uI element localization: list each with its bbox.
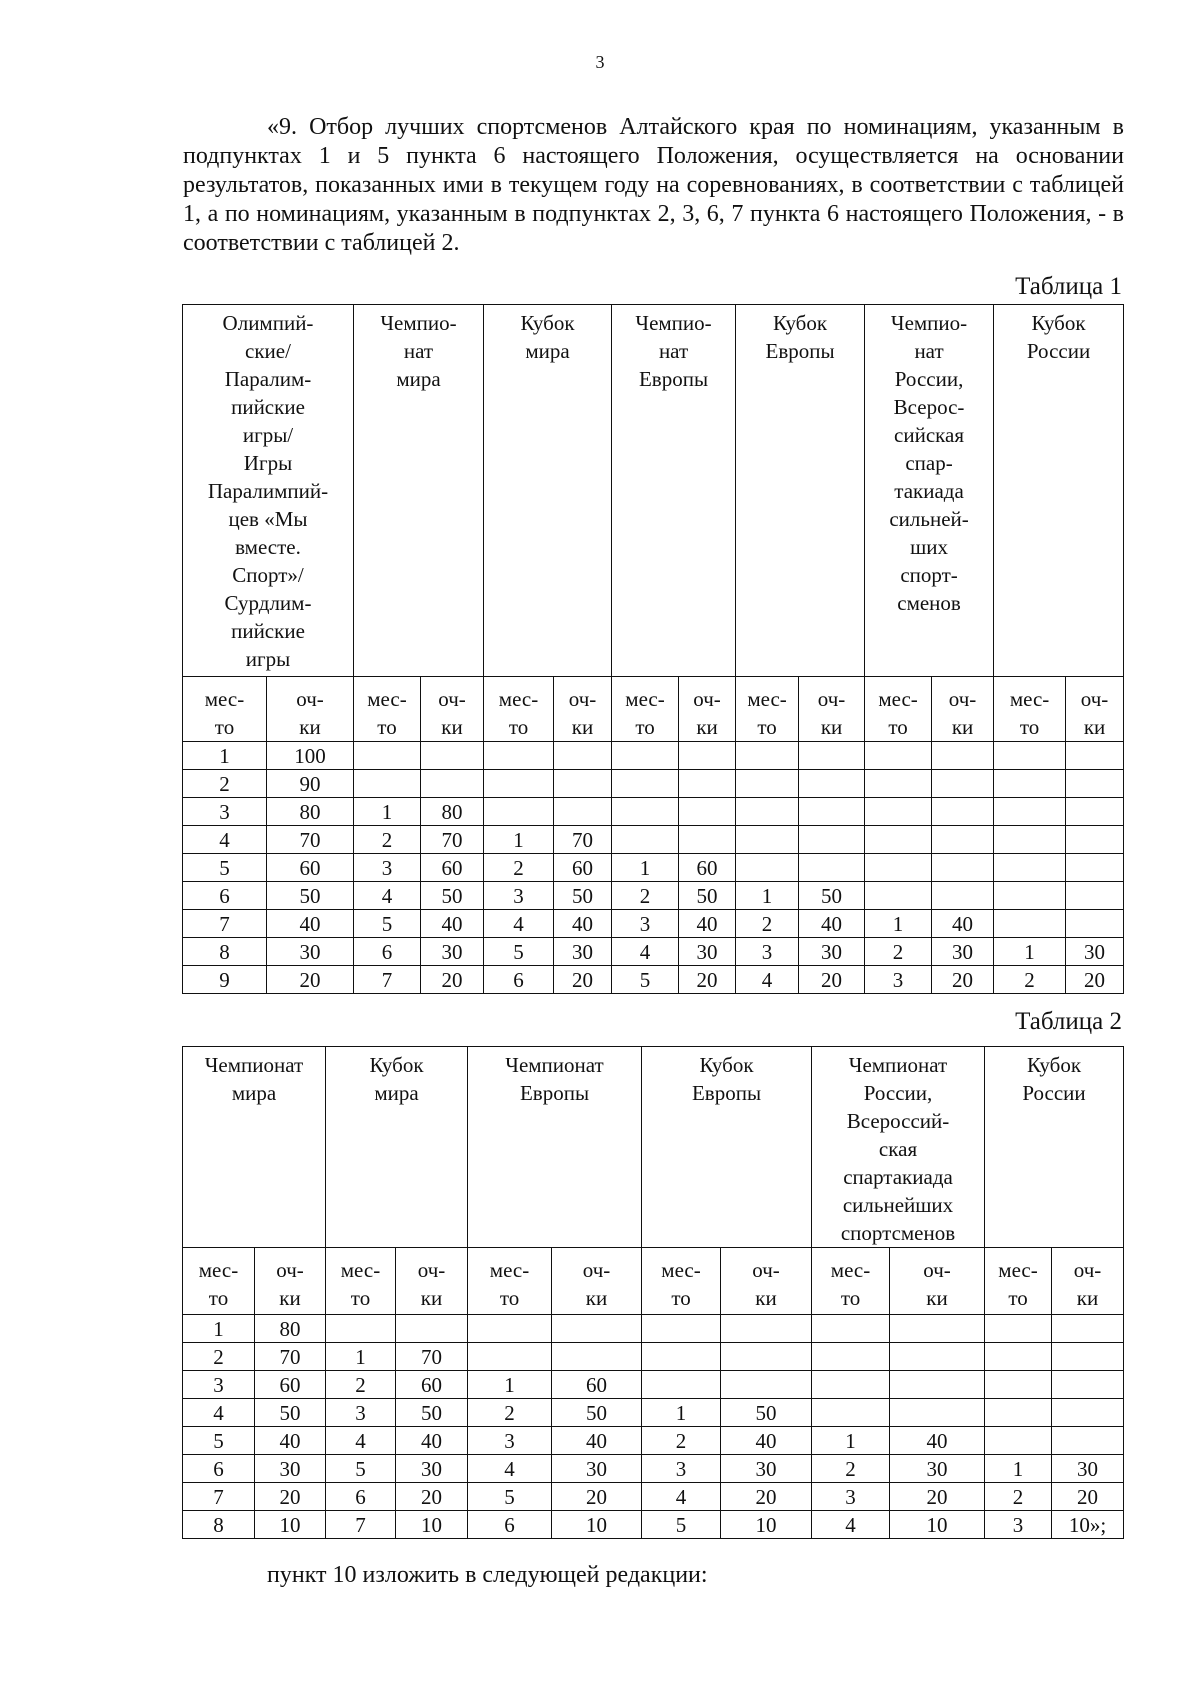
points-cell: 20 [421,966,484,994]
points-cell: 50 [421,882,484,910]
points-cell: 30 [255,1455,326,1483]
table-row [183,854,1124,882]
points-cell: 30 [721,1455,812,1483]
points-cell [1066,882,1124,910]
points-cell: 60 [554,854,612,882]
place-cell [736,826,799,854]
points-cell: 50 [554,882,612,910]
points-cell [552,1343,642,1371]
table-2-header-russia-championship: Чемпионат России, Всероссий- ская спартакиада сильнейших спортсменов [812,1047,985,1248]
points-cell [721,1371,812,1399]
place-cell [994,882,1066,910]
place-cell [736,770,799,798]
place-cell: 1 [985,1455,1052,1483]
place-cell [642,1371,721,1399]
table-row [183,1343,1124,1371]
points-cell [679,770,736,798]
points-column-header: оч- ки [554,677,612,742]
points-cell [1052,1427,1124,1455]
points-cell: 60 [396,1371,468,1399]
place-cell [354,742,421,770]
points-cell [890,1343,985,1371]
points-cell: 40 [932,910,994,938]
points-cell: 30 [267,938,354,966]
points-cell: 20 [932,966,994,994]
table-row [183,1455,1124,1483]
place-cell [985,1343,1052,1371]
points-cell [679,826,736,854]
points-cell: 20 [721,1483,812,1511]
points-cell [552,1315,642,1343]
table-1-header-world-cup: Кубок мира [484,305,612,677]
points-cell: 40 [721,1427,812,1455]
points-cell [421,742,484,770]
place-cell [484,770,554,798]
place-cell: 5 [468,1483,552,1511]
points-column-header: оч- ки [890,1248,985,1315]
place-cell [642,1343,721,1371]
points-cell [1066,826,1124,854]
place-cell: 6 [354,938,421,966]
place-cell: 2 [985,1483,1052,1511]
place-cell: 3 [736,938,799,966]
place-cell [865,882,932,910]
place-cell: 2 [994,966,1066,994]
points-cell: 20 [1066,966,1124,994]
points-cell [679,742,736,770]
table-row [183,938,1124,966]
table-row [183,798,1124,826]
table-2-header-europe-championship: Чемпионат Европы [468,1047,642,1248]
table-2-header-world-championship: Чемпионат мира [183,1047,326,1248]
place-cell: 5 [354,910,421,938]
points-cell: 40 [396,1427,468,1455]
points-cell: 40 [799,910,865,938]
place-cell: 3 [183,798,267,826]
place-cell [985,1399,1052,1427]
place-column-header: мес- то [468,1248,552,1315]
place-cell: 2 [468,1399,552,1427]
place-cell: 4 [484,910,554,938]
table-2-subheader-row [183,1248,1124,1315]
place-cell: 2 [736,910,799,938]
place-column-header: мес- то [736,677,799,742]
points-cell: 30 [679,938,736,966]
table-1-subheader-row [183,677,1124,742]
table-2-caption: Таблица 2 [1015,1008,1122,1035]
place-cell [612,826,679,854]
points-cell [1066,742,1124,770]
place-cell: 5 [612,966,679,994]
place-cell: 8 [183,938,267,966]
points-cell: 80 [421,798,484,826]
place-cell: 5 [326,1455,396,1483]
place-cell: 1 [812,1427,890,1455]
place-cell: 1 [183,1315,255,1343]
place-cell: 1 [642,1399,721,1427]
points-cell [932,798,994,826]
points-cell [799,826,865,854]
points-cell [554,770,612,798]
place-cell: 4 [736,966,799,994]
place-cell [994,770,1066,798]
points-column-header: оч- ки [1052,1248,1124,1315]
place-cell [994,826,1066,854]
table-row [183,1511,1124,1539]
points-cell [799,770,865,798]
place-cell: 6 [484,966,554,994]
place-cell: 3 [468,1427,552,1455]
place-cell: 3 [985,1511,1052,1539]
place-cell: 5 [183,854,267,882]
place-column-header: мес- то [612,677,679,742]
points-cell: 20 [552,1483,642,1511]
place-cell: 4 [812,1511,890,1539]
place-cell [354,770,421,798]
table-row [183,742,1124,770]
place-cell [612,742,679,770]
place-cell: 7 [183,910,267,938]
points-cell [1052,1343,1124,1371]
points-cell [890,1399,985,1427]
place-cell: 3 [326,1399,396,1427]
points-cell: 20 [396,1483,468,1511]
table-1-body [183,742,1124,994]
points-cell: 40 [890,1427,985,1455]
points-column-header: оч- ки [396,1248,468,1315]
table-1-header-world-championship: Чемпио- нат мира [354,305,484,677]
table-row [183,910,1124,938]
table-row [183,1427,1124,1455]
points-cell: 60 [421,854,484,882]
place-cell: 2 [183,1343,255,1371]
place-cell: 6 [183,1455,255,1483]
place-cell: 3 [612,910,679,938]
points-cell [932,770,994,798]
table-1-header-russia-championship: Чемпио- нат России, Всерос- сийская спар- такиада сильней- ших спорт- сменов [865,305,994,677]
place-cell: 3 [642,1455,721,1483]
points-cell: 20 [554,966,612,994]
table-2-header-row [183,1047,1124,1248]
place-cell: 2 [612,882,679,910]
points-cell: 50 [255,1399,326,1427]
points-cell: 80 [255,1315,326,1343]
points-cell: 10 [721,1511,812,1539]
table-row [183,966,1124,994]
points-cell [721,1315,812,1343]
place-cell [736,798,799,826]
points-cell: 70 [396,1343,468,1371]
points-cell [890,1315,985,1343]
points-cell: 20 [679,966,736,994]
points-cell: 10 [890,1511,985,1539]
place-cell: 4 [468,1455,552,1483]
points-column-header: оч- ки [1066,677,1124,742]
place-cell [812,1315,890,1343]
points-column-header: оч- ки [721,1248,812,1315]
points-cell [679,798,736,826]
place-cell [736,854,799,882]
points-cell: 30 [932,938,994,966]
place-column-header: мес- то [865,677,932,742]
table-row [183,1371,1124,1399]
place-cell: 1 [468,1371,552,1399]
place-cell: 3 [354,854,421,882]
place-column-header: мес- то [812,1248,890,1315]
place-cell: 4 [183,826,267,854]
place-cell [642,1315,721,1343]
place-cell: 4 [612,938,679,966]
table-2-header-europe-cup: Кубок Европы [642,1047,812,1248]
points-column-header: оч- ки [255,1248,326,1315]
points-cell: 20 [255,1483,326,1511]
place-cell: 3 [865,966,932,994]
points-cell: 30 [799,938,865,966]
place-cell: 7 [354,966,421,994]
place-column-header: мес- то [326,1248,396,1315]
points-cell: 50 [552,1399,642,1427]
points-cell [799,854,865,882]
points-cell: 50 [721,1399,812,1427]
place-column-header: мес- то [183,1248,255,1315]
points-cell [1066,854,1124,882]
points-cell: 60 [679,854,736,882]
points-cell: 40 [679,910,736,938]
place-cell: 4 [183,1399,255,1427]
points-cell: 100 [267,742,354,770]
place-cell: 1 [354,798,421,826]
points-cell: 30 [396,1455,468,1483]
place-column-header: мес- то [994,677,1066,742]
place-cell: 1 [865,910,932,938]
place-cell: 5 [183,1427,255,1455]
points-cell: 10 [396,1511,468,1539]
place-cell [468,1315,552,1343]
points-cell: 30 [1066,938,1124,966]
points-cell [932,882,994,910]
points-cell: 60 [552,1371,642,1399]
points-column-header: оч- ки [267,677,354,742]
points-cell: 70 [255,1343,326,1371]
points-cell: 60 [267,854,354,882]
place-cell [468,1343,552,1371]
table-row [183,1483,1124,1511]
place-cell: 8 [183,1511,255,1539]
place-cell: 7 [326,1511,396,1539]
points-cell [1052,1315,1124,1343]
points-column-header: оч- ки [679,677,736,742]
place-cell [612,798,679,826]
place-cell: 2 [183,770,267,798]
place-column-header: мес- то [642,1248,721,1315]
place-cell: 5 [484,938,554,966]
place-cell [865,826,932,854]
table-1-header-europe-championship: Чемпио- нат Европы [612,305,736,677]
place-cell: 3 [183,1371,255,1399]
points-cell: 30 [552,1455,642,1483]
table-1-header-olympic: Олимпий- ские/ Паралим- пийские игры/ Игры Паралимпий- цев «Мы вместе. Спорт»/ Сурдлим- пийские игры [183,305,354,677]
points-cell [1052,1399,1124,1427]
table-1-header-row [183,305,1124,677]
points-cell [396,1315,468,1343]
points-cell: 10»; [1052,1511,1124,1539]
place-cell: 6 [326,1483,396,1511]
place-cell: 4 [354,882,421,910]
place-cell: 3 [812,1483,890,1511]
place-cell: 9 [183,966,267,994]
table-1-header-europe-cup: Кубок Европы [736,305,865,677]
points-cell [1066,770,1124,798]
place-cell [865,798,932,826]
table-1-header-russia-cup: Кубок России [994,305,1124,677]
place-cell [994,798,1066,826]
table-row [183,770,1124,798]
closing-text: пункт 10 изложить в следующей редакции: [267,1562,708,1588]
points-cell: 10 [255,1511,326,1539]
place-cell: 2 [865,938,932,966]
table-2 [182,1046,1124,1539]
points-cell: 70 [421,826,484,854]
points-column-header: оч- ки [932,677,994,742]
place-cell: 2 [354,826,421,854]
place-cell: 1 [736,882,799,910]
points-cell: 20 [890,1483,985,1511]
points-cell [421,770,484,798]
place-cell [326,1315,396,1343]
points-cell: 20 [1052,1483,1124,1511]
points-cell: 40 [421,910,484,938]
place-cell: 1 [183,742,267,770]
table-2-header-world-cup: Кубок мира [326,1047,468,1248]
points-cell [1066,910,1124,938]
points-cell [554,798,612,826]
place-cell [985,1427,1052,1455]
points-cell [932,854,994,882]
points-cell: 50 [799,882,865,910]
points-cell [799,742,865,770]
place-cell [865,770,932,798]
place-cell [812,1399,890,1427]
place-cell: 3 [484,882,554,910]
place-column-header: мес- то [484,677,554,742]
points-cell: 50 [267,882,354,910]
points-cell [932,742,994,770]
table-2-body [183,1315,1124,1539]
place-cell: 7 [183,1483,255,1511]
place-cell: 1 [994,938,1066,966]
points-cell [932,826,994,854]
place-cell [865,854,932,882]
place-cell [484,798,554,826]
place-cell: 4 [642,1483,721,1511]
table-1 [182,304,1124,994]
place-cell: 4 [326,1427,396,1455]
place-cell [865,742,932,770]
points-cell: 20 [267,966,354,994]
points-cell: 30 [421,938,484,966]
place-cell [812,1343,890,1371]
place-cell: 6 [183,882,267,910]
page-number: 3 [595,52,605,72]
points-cell [1052,1371,1124,1399]
table-row [183,882,1124,910]
points-cell: 60 [255,1371,326,1399]
table-row [183,826,1124,854]
place-column-header: мес- то [354,677,421,742]
place-column-header: мес- то [183,677,267,742]
points-column-header: оч- ки [421,677,484,742]
table-row [183,1399,1124,1427]
body-paragraph: «9. Отбор лучших спортсменов Алтайского края по номинациям, указанным в подпунктах 1 и 5 пункта 6 настоящего Положения, осуществляется на основании результатов, показанных ими в текущем году на соревнованиях, в соответствии с таблицей 1, а по номинациям, указанным в подпунктах 2, 3, 6, 7 пункта 6 настоящего Положения, - в соответствии с таблицей 2. [183,114,1124,256]
place-cell [484,742,554,770]
points-cell [1066,798,1124,826]
points-cell: 30 [554,938,612,966]
place-cell: 1 [484,826,554,854]
place-cell: 6 [468,1511,552,1539]
points-cell: 90 [267,770,354,798]
place-cell [994,854,1066,882]
points-cell: 40 [552,1427,642,1455]
place-column-header: мес- то [985,1248,1052,1315]
place-cell [994,742,1066,770]
place-cell [812,1371,890,1399]
place-cell: 5 [642,1511,721,1539]
place-cell: 2 [642,1427,721,1455]
table-row [183,1315,1124,1343]
points-cell [890,1371,985,1399]
points-cell [721,1343,812,1371]
table-2-header-russia-cup: Кубок России [985,1047,1124,1248]
points-column-header: оч- ки [552,1248,642,1315]
points-cell: 40 [554,910,612,938]
points-cell: 40 [267,910,354,938]
points-cell: 40 [255,1427,326,1455]
points-cell: 30 [1052,1455,1124,1483]
place-cell: 2 [812,1455,890,1483]
place-cell: 1 [326,1343,396,1371]
points-cell: 50 [396,1399,468,1427]
place-cell [985,1371,1052,1399]
place-cell [612,770,679,798]
points-column-header: оч- ки [799,677,865,742]
points-cell: 30 [890,1455,985,1483]
points-cell: 70 [554,826,612,854]
place-cell [736,742,799,770]
table-1-caption: Таблица 1 [1015,273,1122,300]
points-cell [799,798,865,826]
place-cell [994,910,1066,938]
place-cell: 1 [612,854,679,882]
points-cell: 50 [679,882,736,910]
points-cell: 10 [552,1511,642,1539]
points-cell [554,742,612,770]
place-cell: 2 [484,854,554,882]
place-cell [985,1315,1052,1343]
place-cell: 2 [326,1371,396,1399]
points-cell: 70 [267,826,354,854]
points-cell: 80 [267,798,354,826]
points-cell: 20 [799,966,865,994]
